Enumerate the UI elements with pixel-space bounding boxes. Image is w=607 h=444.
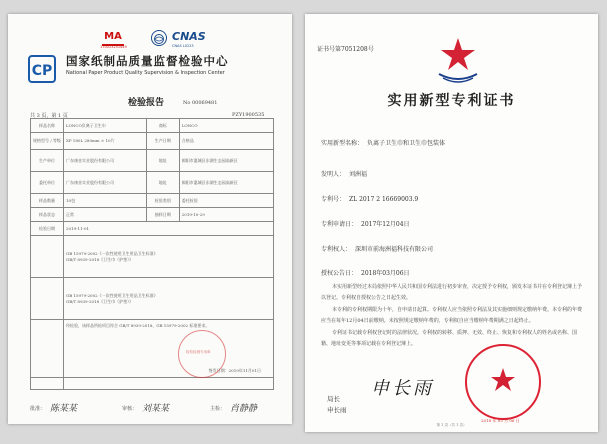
table-cell: 2019-11-01 <box>64 222 274 236</box>
table-row <box>31 150 274 172</box>
inspector-signature: 肖静静 <box>230 404 258 414</box>
issue-date: 签发日期：2019年11月01日 <box>208 368 261 373</box>
reviewer-label: 审核： <box>122 406 138 412</box>
certificate-number: 证书号第7051208号 <box>317 46 374 53</box>
table-cell: 样品数量 <box>31 194 64 208</box>
patent-holder-value: 深圳市前海洲福科技有限公司 <box>355 246 434 253</box>
filing-date-value: 2017年12月04日 <box>361 221 410 228</box>
table-cell: 检验日期 <box>31 222 64 236</box>
report-number: No 00069481 <box>183 100 218 106</box>
cma-logo: MA <box>102 30 124 46</box>
inspection-seal-label: 检验检测专用章 <box>186 350 211 354</box>
table-cell <box>64 278 274 320</box>
seal-date: 2018 年 03 月 06 日 <box>481 418 520 423</box>
patent-office-emblem-icon <box>429 34 487 86</box>
basis-line: GB/T 8939-2018《卫生巾（护垫）》 <box>66 256 134 262</box>
utility-name-field <box>321 138 445 147</box>
table-row <box>31 133 274 150</box>
director-label-line: 申长雨 <box>327 406 347 414</box>
conclusion-text: 经检验，该样品所检项目符合 GB/T 8939-2018、GB 15979-2002 标准要求。 <box>66 323 210 328</box>
director-signature: 申长雨 <box>371 378 434 399</box>
table-cell: 检验类别 <box>146 194 179 208</box>
filing-date-field <box>321 219 410 228</box>
patent-number-value: ZL 2017 2 16669003.9 <box>349 196 419 203</box>
table-cell: 地址 <box>146 172 179 194</box>
cnas-logo-number: CNAS L0223 <box>172 44 194 48</box>
grant-date-field <box>321 268 410 277</box>
table-row <box>31 222 274 236</box>
table-row <box>31 208 274 222</box>
table-cell <box>64 236 274 278</box>
basis-line: GB 15979-2002《一次性使用卫生用品卫生标准》 <box>66 292 158 298</box>
table-cell: LONCO负离子卫生巾 <box>64 119 147 133</box>
cma-logo-number: 170013251449 <box>100 45 127 49</box>
patent-number-label: 专利号： <box>321 196 346 203</box>
report-logos <box>8 30 292 50</box>
table-cell: 商标 <box>146 119 179 133</box>
table-cell: 揭阳市惠城区东湖生态园高新区 <box>179 150 273 172</box>
inspection-report-document <box>8 14 292 424</box>
table-cell: 规格型号 / 等级 <box>31 133 64 150</box>
patent-certificate-document <box>305 14 598 432</box>
table-cell: 广东康音实业股份有限公司 <box>64 172 147 194</box>
basis-line: GB/T 8939-2018《卫生巾（护垫）》 <box>66 298 134 304</box>
table-row <box>31 119 274 133</box>
page-info: 共 3 页，第 1 页 <box>30 113 68 119</box>
table-cell: 2019-10-29 <box>179 208 273 222</box>
center-logo: CP <box>28 55 56 83</box>
table-cell: 委托单位 <box>31 172 64 194</box>
report-title: 检验报告 <box>128 98 165 108</box>
approver-signature: 陈某某 <box>50 404 78 414</box>
table-cell: 委托检验 <box>179 194 273 208</box>
table-cell: 抽样日期 <box>146 208 179 222</box>
center-name: 国家纸制品质量监督检验中心 <box>66 54 229 68</box>
table-row <box>31 172 274 194</box>
table-cell <box>31 320 64 378</box>
body-paragraph: 本专利的专利权期限为十年，自申请日起算。专利权人应当依照专利法及其实施细则规定缴纳年费。本专利的年费应当在每年12月04日前缴纳。未按照规定缴纳年费的，专利权自应当缴纳年费期满之日起终止。 <box>321 306 583 325</box>
table-cell <box>31 378 64 390</box>
table-cell <box>31 278 64 320</box>
table-row <box>31 278 274 320</box>
table-row <box>31 194 274 208</box>
table-cell: 10包 <box>64 194 147 208</box>
inventor-field <box>321 169 367 178</box>
certificate-body <box>321 282 583 350</box>
certificate-footer: 第 1 页（共 1 页） <box>436 423 467 427</box>
table-cell: 样品名称 <box>31 119 64 133</box>
table-cell: 样品状态 <box>31 208 64 222</box>
table-row <box>31 320 274 378</box>
inventor-label: 发明人： <box>321 171 346 178</box>
grant-date-value: 2018年03月06日 <box>361 270 410 277</box>
table-cell: 广东康音实业股份有限公司 <box>64 150 147 172</box>
director-label-line: 局长 <box>327 395 340 403</box>
table-cell: 揭阳市惠城区东湖生态园高新区 <box>179 172 273 194</box>
table-cell <box>64 320 274 378</box>
inventor-value: 刘洲福 <box>349 171 368 178</box>
table-row <box>31 236 274 278</box>
certificate-title: 实用新型专利证书 <box>387 93 516 109</box>
ilac-logo-icon <box>151 30 167 46</box>
utility-name-label: 实用新型名称： <box>321 140 364 147</box>
table-cell: XP 180L 280mm × 10片 <box>64 133 147 150</box>
patent-number-field <box>321 194 418 203</box>
inspection-seal <box>178 330 226 378</box>
table-cell: 合格品 <box>179 133 273 150</box>
table-row <box>31 378 274 390</box>
reviewer-signature: 刘某某 <box>142 404 170 414</box>
patent-holder-label: 专利权人： <box>321 246 352 253</box>
body-paragraph: 本实用新型经过本局依照中华人民共和国专利法进行初步审查，决定授予专利权，颁发本证书并在专利登记簿上予以登记。专利权自授权公告之日起生效。 <box>321 284 583 302</box>
report-table <box>30 118 274 390</box>
table-cell: LONCO <box>179 119 273 133</box>
table-cell: 生产日期 <box>146 133 179 150</box>
table-cell: 地址 <box>146 150 179 172</box>
utility-name-value: 负离子卫生巾和卫生巾包装体 <box>367 140 446 147</box>
patent-office-seal <box>465 344 541 420</box>
approver-label: 批准： <box>30 406 46 412</box>
inspector-label: 主检： <box>210 406 226 412</box>
grant-date-label: 授权公告日： <box>321 270 358 277</box>
table-cell: 生产单位 <box>31 150 64 172</box>
table-cell: 正常 <box>64 208 147 222</box>
report-code: PZY1900535 <box>232 112 265 118</box>
cnas-logo: CNAS <box>172 30 206 43</box>
table-cell <box>31 236 64 278</box>
body-paragraph: 专利证书记载专利权登记时的法律状况。专利权的转移、质押、无效、终止、恢复和专利权人的姓名或名称、国籍、地址变更等事项记载在专利登记簿上。 <box>321 329 578 348</box>
director-title <box>327 394 347 416</box>
filing-date-label: 专利申请日： <box>321 221 358 228</box>
table-cell <box>64 378 274 390</box>
basis-line: GB 15979-2002《一次性使用卫生用品卫生标准》 <box>66 250 158 256</box>
center-name-english: National Paper Product Quality Supervision & Inspection Center <box>66 70 225 76</box>
patent-holder-field <box>321 244 433 253</box>
